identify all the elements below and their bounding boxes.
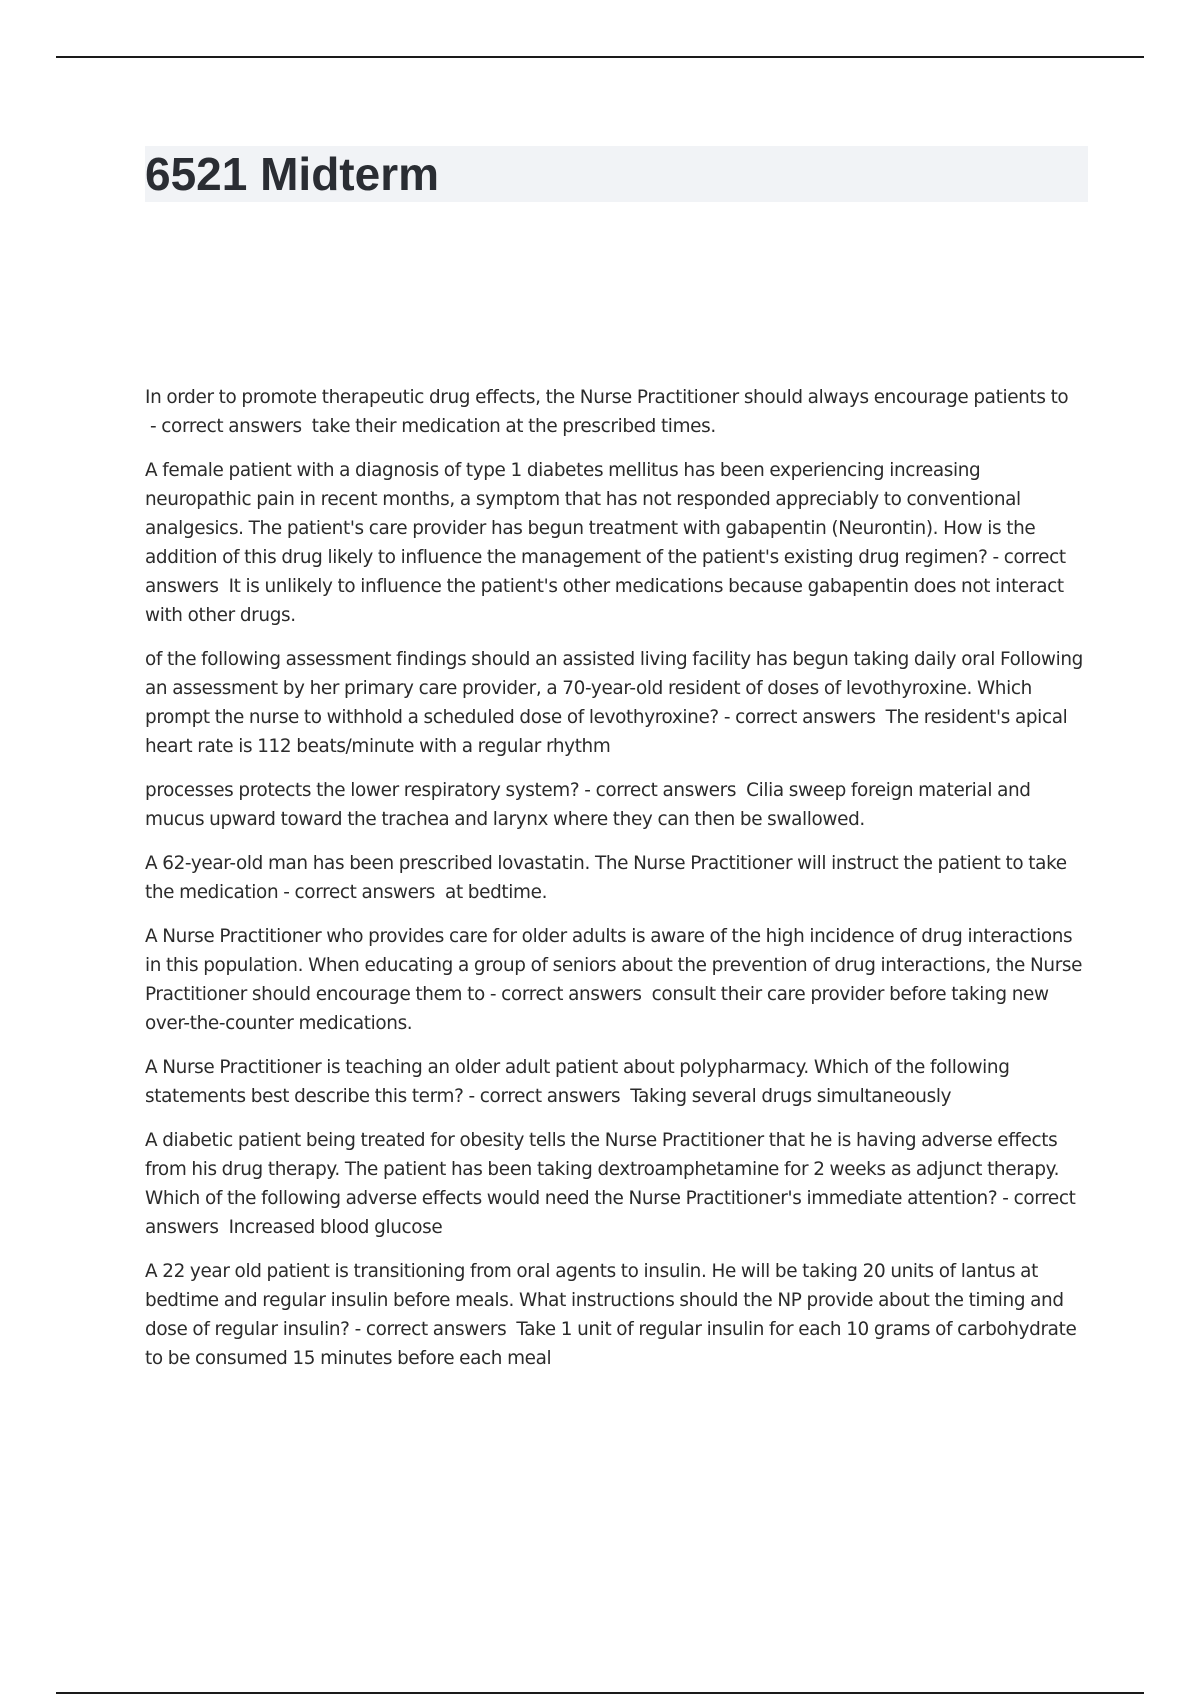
- answer-text: Take 1 unit of regular insulin for each 10 grams of carbohydrate to be consumed 15 minutes before each meal: [145, 1319, 1077, 1369]
- answer-label: correct answers: [595, 780, 737, 801]
- question-text: A Nurse Practitioner who provides care for older adults is aware of the high incidence of drug interactions in this population. When educating a group of seniors about the prevention of drug interactions, the Nurse Practitioner should encourage them to: [145, 926, 1083, 1005]
- answer-text: It is unlikely to influence the patient's other medications because gabapentin does not interact with other drugs.: [145, 576, 1064, 626]
- answer-label: correct answers: [501, 984, 642, 1005]
- question-text: processes protects the lower respiratory system?: [145, 780, 580, 801]
- answer-label: correct answers: [365, 1319, 507, 1340]
- answer-text: Cilia sweep foreign material and mucus upward toward the trachea and larynx where they can then be swallowed.: [145, 780, 1031, 830]
- answer-label: correct answers: [294, 882, 436, 903]
- qa-item: [145, 383, 1090, 441]
- qa-list: [145, 383, 1090, 1388]
- answer-label: correct answers: [479, 1086, 621, 1107]
- qa-item: [145, 922, 1090, 1038]
- separator: -: [997, 1188, 1014, 1209]
- qa-item: [145, 456, 1090, 630]
- separator: -: [463, 1086, 480, 1107]
- qa-item: [145, 1126, 1090, 1242]
- question-text: of the following assessment findings should an assisted living facility has begun taking daily oral Following an assessment by her primary care provider, a 70-year-old resident of doses of levothyroxine. Which prompt the nurse to withhold a scheduled dose of levothyroxine?: [145, 649, 1083, 728]
- question-text: In order to promote therapeutic drug effects, the Nurse Practitioner should always encourage patients to: [145, 387, 1069, 408]
- separator: -: [987, 547, 1004, 568]
- question-text: A diabetic patient being treated for obesity tells the Nurse Practitioner that he is having adverse effects from his drug therapy. The patient has been taking dextroamphetamine for 2 weeks as adjunct therapy. Which of the following adverse effects would need the Nurse Practitioner's immediate attention?: [145, 1130, 1060, 1209]
- answer-text: Taking several drugs simultaneously: [630, 1086, 952, 1107]
- qa-item: [145, 645, 1090, 761]
- qa-item: [145, 1053, 1090, 1111]
- answer-label: correct answers: [145, 547, 1066, 597]
- answer-text: The resident's apical heart rate is 112 beats/minute with a regular rhythm: [145, 707, 1068, 757]
- question-text: A 22 year old patient is transitioning from oral agents to insulin. He will be taking 20 units of lantus at bedtime and regular insulin before meals. What instructions should the NP provide about the timing and dose of regular insulin?: [145, 1261, 1064, 1340]
- page-title: 6521 Midterm: [145, 148, 440, 200]
- separator: -: [145, 416, 162, 437]
- qa-item: [145, 849, 1090, 907]
- bottom-divider: [56, 1692, 1144, 1694]
- separator: -: [579, 780, 596, 801]
- top-divider: [56, 56, 1144, 58]
- separator: -: [278, 882, 295, 903]
- question-text: A Nurse Practitioner is teaching an older adult patient about polypharmacy. Which of the following statements best describe this term?: [145, 1057, 1010, 1107]
- qa-item: [145, 776, 1090, 834]
- answer-text: take their medication at the prescribed times.: [311, 416, 716, 437]
- question-text: A 62-year-old man has been prescribed lovastatin. The Nurse Practitioner will instruct the patient to take the medication: [145, 853, 1067, 903]
- answer-text: consult their care provider before taking new over-the-counter medications.: [145, 984, 1049, 1034]
- separator: -: [484, 984, 502, 1005]
- answer-label: correct answers: [145, 1188, 1076, 1238]
- answer-text: at bedtime.: [445, 882, 548, 903]
- answer-text: Increased blood glucose: [228, 1217, 443, 1238]
- separator: -: [349, 1319, 366, 1340]
- qa-item: [145, 1257, 1090, 1373]
- question-text: A female patient with a diagnosis of type 1 diabetes mellitus has been experiencing increasing neuropathic pain in recent months, a symptom that has not responded appreciably to conventional analgesics. The patient's care provider has begun treatment with gabapentin (Neurontin). How is the addition of this drug likely to influence the management of the patient's existing drug regimen?: [145, 460, 1036, 568]
- answer-label: correct answers: [735, 707, 876, 728]
- answer-label: correct answers: [161, 416, 302, 437]
- separator: -: [718, 707, 736, 728]
